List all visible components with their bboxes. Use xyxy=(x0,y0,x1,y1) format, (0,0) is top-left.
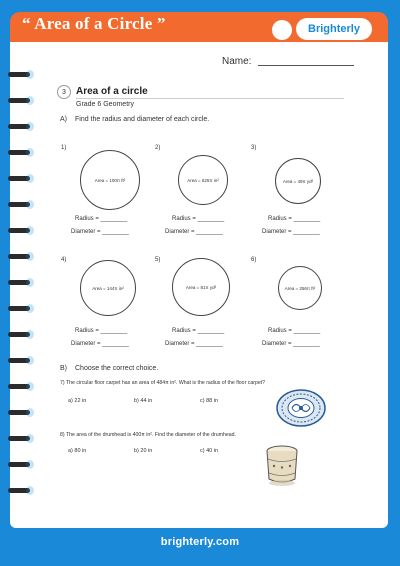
page-title: “ Area of a Circle ” xyxy=(22,14,166,33)
radius-answer-1[interactable]: Radius = ________ xyxy=(75,216,128,222)
item-1-number: 1) xyxy=(61,145,67,151)
ring-hole xyxy=(26,122,34,131)
decorative-dot xyxy=(272,20,292,40)
circle-4 xyxy=(80,260,136,316)
binding-ring xyxy=(8,278,34,288)
binding-ring xyxy=(8,356,34,366)
binding-ring xyxy=(8,174,34,184)
binding-ring xyxy=(8,330,34,340)
circle-4-area: Area = 144π in² xyxy=(92,285,124,291)
ring-hole xyxy=(26,460,34,469)
section-a-letter: A) xyxy=(60,116,67,123)
circle-6-area: Area = 256π ft² xyxy=(284,285,316,291)
brand-logo-text: Brighterly xyxy=(308,23,360,35)
circle-6 xyxy=(278,266,322,310)
ring-hole xyxy=(26,200,34,209)
diameter-answer-3[interactable]: Diameter = ________ xyxy=(262,229,320,235)
circle-3 xyxy=(275,158,321,204)
ring-hole xyxy=(26,70,34,79)
circle-1 xyxy=(80,150,140,210)
binding-ring xyxy=(8,382,34,392)
binding-ring xyxy=(8,408,34,418)
radius-answer-5[interactable]: Radius = ________ xyxy=(172,328,225,334)
worksheet-number: 3 xyxy=(57,85,71,99)
ring-hole xyxy=(26,434,34,443)
section-a-instruction: Find the radius and diameter of each circle. xyxy=(75,116,210,123)
q7-option-b[interactable]: b) 44 in xyxy=(134,398,153,404)
q8-option-b[interactable]: b) 20 in xyxy=(134,448,153,454)
q8-option-c[interactable]: c) 40 in xyxy=(200,448,219,454)
ring-hole xyxy=(26,304,34,313)
diameter-answer-2[interactable]: Diameter = ________ xyxy=(165,229,223,235)
q8-option-a[interactable]: a) 80 in xyxy=(68,448,87,454)
ring-hole xyxy=(26,96,34,105)
binding-ring xyxy=(8,122,34,132)
circle-2 xyxy=(178,155,228,205)
ring-hole xyxy=(26,174,34,183)
ring-hole xyxy=(26,330,34,339)
item-3-number: 3) xyxy=(251,145,257,151)
q7-option-a[interactable]: a) 22 in xyxy=(68,398,87,404)
brand-logo[interactable] xyxy=(296,18,372,40)
ring-hole xyxy=(26,382,34,391)
diameter-answer-6[interactable]: Diameter = ________ xyxy=(262,341,320,347)
diameter-answer-1[interactable]: Diameter = ________ xyxy=(71,229,129,235)
name-label: Name: xyxy=(222,56,252,67)
carpet-icon xyxy=(276,389,326,427)
question-7: 7) The circular floor carpet has an area of 484π in². What is the radius of the floor carpet? xyxy=(60,380,266,386)
worksheet-heading: Area of a circle xyxy=(76,86,148,97)
binding-ring xyxy=(8,96,34,106)
section-b-letter: B) xyxy=(60,365,67,372)
heading-divider xyxy=(76,98,344,99)
ring-hole xyxy=(26,252,34,261)
item-5-number: 5) xyxy=(155,257,161,263)
ring-hole xyxy=(26,148,34,157)
ring-hole xyxy=(26,278,34,287)
radius-answer-2[interactable]: Radius = ________ xyxy=(172,216,225,222)
radius-answer-6[interactable]: Radius = ________ xyxy=(268,328,321,334)
binding-ring xyxy=(8,434,34,444)
diameter-answer-5[interactable]: Diameter = ________ xyxy=(165,341,223,347)
worksheet-subheading: Grade 6 Geometry xyxy=(76,101,134,108)
binding-ring xyxy=(8,460,34,470)
item-4-number: 4) xyxy=(61,257,67,263)
radius-answer-3[interactable]: Radius = ________ xyxy=(268,216,321,222)
q7-option-c[interactable]: c) 88 in xyxy=(200,398,219,404)
binding-ring xyxy=(8,304,34,314)
circle-3-area: Area = 49π yd² xyxy=(282,178,314,184)
binding-ring xyxy=(8,226,34,236)
item-2-number: 2) xyxy=(155,145,161,151)
name-field-line[interactable] xyxy=(258,65,354,66)
binding-ring xyxy=(8,70,34,80)
item-6-number: 6) xyxy=(251,257,257,263)
circle-5-area: Area = 81π yd² xyxy=(185,284,217,290)
ring-hole xyxy=(26,356,34,365)
section-b-instruction: Choose the correct choice. xyxy=(75,365,159,372)
diameter-answer-4[interactable]: Diameter = ________ xyxy=(71,341,129,347)
binding-ring xyxy=(8,252,34,262)
spiral-binding xyxy=(8,70,34,510)
question-8: 8) The area of the drumhead is 400π in². Find the diameter of the drumhead. xyxy=(60,432,236,438)
drum-icon xyxy=(262,445,302,487)
ring-hole xyxy=(26,486,34,495)
radius-answer-4[interactable]: Radius = ________ xyxy=(75,328,128,334)
binding-ring xyxy=(8,486,34,496)
circle-2-area: Area = 625π in² xyxy=(187,177,219,183)
ring-hole xyxy=(26,408,34,417)
circle-1-area: Area = 100π ft² xyxy=(94,177,126,183)
circle-5 xyxy=(172,258,230,316)
binding-ring xyxy=(8,148,34,158)
ring-hole xyxy=(26,226,34,235)
footer-site[interactable]: brighterly.com xyxy=(160,536,240,548)
binding-ring xyxy=(8,200,34,210)
